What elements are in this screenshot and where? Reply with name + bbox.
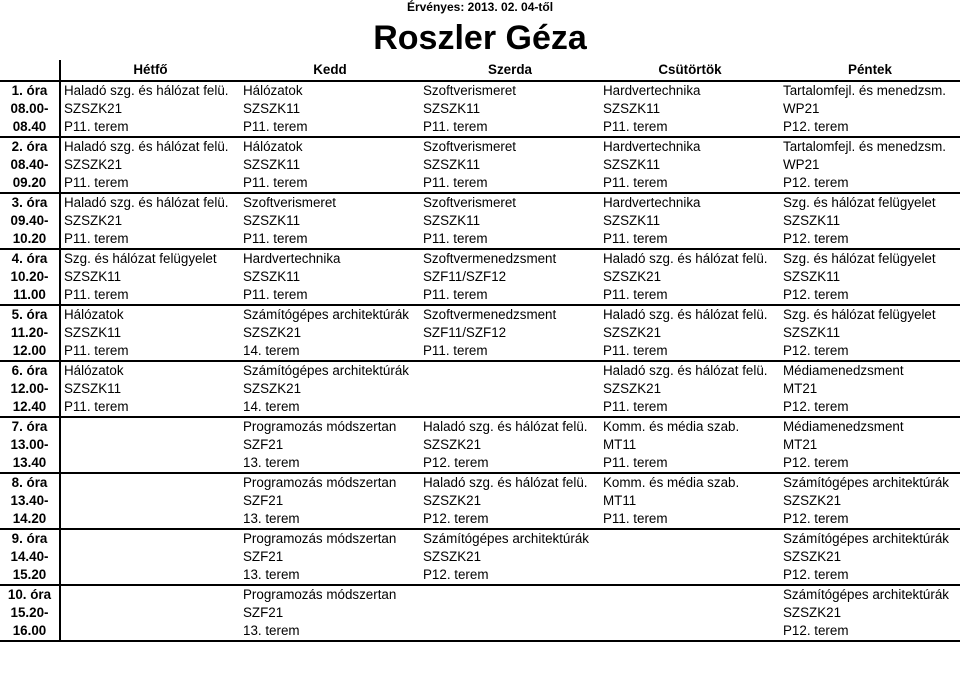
lesson-room: [420, 398, 600, 417]
day-header: Szerda: [420, 60, 600, 81]
period-start-time: 10.20-: [0, 268, 60, 286]
table-row: [0, 324, 960, 342]
lesson-subject: Szg. és hálózat felügyelet: [783, 307, 936, 322]
lesson-room: P12. terem: [780, 398, 960, 417]
lesson-subject: Médiamenedzsment: [783, 419, 904, 434]
lesson-class: MT11: [603, 493, 637, 508]
lesson-room: [60, 622, 240, 641]
lesson-class: SZSZK21: [783, 493, 842, 508]
lesson-class: [600, 548, 780, 566]
lesson-room: P11. terem: [600, 398, 780, 417]
lesson-subject: Szoftverismeret: [243, 195, 337, 210]
lesson-room: [600, 622, 780, 641]
table-row: [0, 492, 960, 510]
lesson-subject: Hálózatok: [243, 83, 303, 98]
table-row: [0, 174, 960, 193]
lesson-subject: Szoftverismeret: [423, 195, 517, 210]
period-label: 5. óra: [0, 305, 60, 324]
lesson-subject: Hardvertechnika: [243, 251, 341, 266]
lesson-room: P11. terem: [60, 230, 240, 249]
lesson-class: SZSZK11: [64, 381, 122, 396]
lesson-subject: Számítógépes architektúrák: [783, 531, 949, 546]
lesson-class: WP21: [783, 101, 820, 116]
period-start-time: 14.40-: [0, 548, 60, 566]
lesson-room: P12. terem: [780, 622, 960, 641]
lesson-subject: Hardvertechnika: [603, 195, 701, 210]
table-row: [0, 566, 960, 585]
lesson-subject: Haladó szg. és hálózat felü.: [603, 307, 768, 322]
lesson-room: 13. terem: [240, 454, 420, 473]
day-header: Péntek: [780, 60, 960, 81]
lesson-room: [600, 566, 780, 585]
lesson-subject: Komm. és média szab.: [603, 419, 740, 434]
lesson-room: P11. terem: [60, 398, 240, 417]
lesson-class: WP21: [783, 157, 820, 172]
table-row: [0, 585, 960, 604]
timetable: [0, 60, 960, 642]
lesson-subject: Haladó szg. és hálózat felü.: [64, 83, 229, 98]
lesson-class: SZSZK21: [783, 605, 842, 620]
period-label: 2. óra: [0, 137, 60, 156]
table-row: [0, 454, 960, 473]
table-row: [0, 249, 960, 268]
period-label: 4. óra: [0, 249, 60, 268]
lesson-subject: Szg. és hálózat felügyelet: [64, 251, 217, 266]
table-row: [0, 417, 960, 436]
lesson-room: P11. terem: [600, 174, 780, 193]
lesson-subject: Hálózatok: [64, 363, 124, 378]
lesson-room: P11. terem: [600, 342, 780, 361]
lesson-subject: Haladó szg. és hálózat felü.: [423, 475, 588, 490]
period-label: 10. óra: [0, 585, 60, 604]
lesson-class: SZSZK11: [783, 269, 841, 284]
lesson-subject: [60, 585, 240, 604]
period-start-time: 08.40-: [0, 156, 60, 174]
lesson-subject: Haladó szg. és hálózat felü.: [423, 419, 588, 434]
lesson-subject: Szg. és hálózat felügyelet: [783, 195, 936, 210]
period-end-time: 14.20: [0, 510, 60, 529]
lesson-room: P11. terem: [60, 118, 240, 137]
table-row: [0, 529, 960, 548]
lesson-room: [60, 454, 240, 473]
lesson-room: P12. terem: [780, 286, 960, 305]
period-start-time: 13.40-: [0, 492, 60, 510]
lesson-subject: Szoftverismeret: [423, 139, 517, 154]
lesson-subject: Hálózatok: [64, 307, 124, 322]
lesson-subject: Hálózatok: [243, 139, 303, 154]
table-row: [0, 398, 960, 417]
lesson-room: [60, 510, 240, 529]
lesson-room: P11. terem: [600, 118, 780, 137]
lesson-subject: Haladó szg. és hálózat felü.: [64, 139, 229, 154]
lesson-room: P11. terem: [600, 454, 780, 473]
lesson-room: P12. terem: [780, 454, 960, 473]
timetable-body: [0, 60, 960, 641]
lesson-room: P12. terem: [420, 566, 600, 585]
period-label: 9. óra: [0, 529, 60, 548]
lesson-subject: [600, 529, 780, 548]
table-row: [0, 230, 960, 249]
lesson-class: SZSZK11: [783, 325, 841, 340]
period-label: 6. óra: [0, 361, 60, 380]
lesson-class: SZSZK21: [603, 381, 662, 396]
period-label: 7. óra: [0, 417, 60, 436]
table-row: [0, 604, 960, 622]
lesson-class: SZSZK21: [783, 549, 842, 564]
lesson-class: SZSZK11: [603, 213, 661, 228]
lesson-room: P12. terem: [780, 174, 960, 193]
lesson-class: SZSZK21: [243, 325, 302, 340]
lesson-class: SZSZK21: [64, 213, 123, 228]
lesson-room: P11. terem: [420, 286, 600, 305]
period-label: 8. óra: [0, 473, 60, 492]
lesson-subject: Haladó szg. és hálózat felü.: [603, 251, 768, 266]
lesson-subject: Szg. és hálózat felügyelet: [783, 251, 936, 266]
lesson-class: SZSZK21: [64, 157, 123, 172]
lesson-class: [60, 548, 240, 566]
period-start-time: 08.00-: [0, 100, 60, 118]
lesson-class: SZSZK21: [423, 493, 482, 508]
lesson-class: SZSZK11: [243, 157, 301, 172]
lesson-class: SZF21: [243, 605, 284, 620]
lesson-class: [60, 604, 240, 622]
period-end-time: 13.40: [0, 454, 60, 473]
table-row: [0, 473, 960, 492]
lesson-subject: Számítógépes architektúrák: [243, 307, 409, 322]
table-row: [0, 380, 960, 398]
table-row: [0, 212, 960, 230]
period-start-time: 15.20-: [0, 604, 60, 622]
lesson-subject: Számítógépes architektúrák: [243, 363, 409, 378]
day-header: Hétfő: [60, 60, 240, 81]
period-end-time: 15.20: [0, 566, 60, 585]
lesson-room: P11. terem: [600, 230, 780, 249]
period-start-time: 13.00-: [0, 436, 60, 454]
lesson-subject: [420, 585, 600, 604]
lesson-class: [600, 604, 780, 622]
lesson-subject: Szoftverismeret: [423, 83, 517, 98]
lesson-room: P11. terem: [600, 286, 780, 305]
lesson-subject: Számítógépes architektúrák: [423, 531, 589, 546]
lesson-class: [420, 380, 600, 398]
lesson-class: SZSZK11: [64, 269, 122, 284]
lesson-class: SZSZK21: [423, 549, 482, 564]
lesson-room: P11. terem: [600, 510, 780, 529]
lesson-class: MT21: [783, 437, 818, 452]
lesson-class: SZF11/SZF12: [423, 269, 507, 284]
period-end-time: 12.40: [0, 398, 60, 417]
period-start-time: 12.00-: [0, 380, 60, 398]
lesson-class: SZSZK11: [603, 101, 661, 116]
period-start-time: 11.20-: [0, 324, 60, 342]
lesson-room: 13. terem: [240, 622, 420, 641]
lesson-class: SZSZK11: [243, 213, 301, 228]
lesson-class: SZSZK11: [423, 101, 481, 116]
lesson-class: MT21: [783, 381, 818, 396]
lesson-subject: [420, 361, 600, 380]
lesson-class: SZF21: [243, 493, 284, 508]
lesson-room: P12. terem: [780, 342, 960, 361]
lesson-room: 14. terem: [240, 398, 420, 417]
lesson-room: P11. terem: [60, 286, 240, 305]
lesson-class: SZSZK11: [603, 157, 661, 172]
lesson-subject: Hardvertechnika: [603, 139, 701, 154]
lesson-subject: Szoftvermenedzsment: [423, 307, 557, 322]
table-row: [0, 156, 960, 174]
table-row: [0, 100, 960, 118]
table-row: [0, 81, 960, 100]
lesson-subject: [60, 417, 240, 436]
lesson-room: P12. terem: [780, 510, 960, 529]
lesson-room: P12. terem: [780, 566, 960, 585]
lesson-class: SZSZK21: [603, 269, 662, 284]
table-row: [0, 436, 960, 454]
lesson-class: SZSZK11: [423, 157, 481, 172]
corner-cell: [0, 60, 60, 81]
lesson-class: SZSZK11: [783, 213, 841, 228]
lesson-subject: Programozás módszertan: [243, 587, 397, 602]
lesson-class: SZSZK11: [243, 101, 301, 116]
lesson-subject: Programozás módszertan: [243, 475, 397, 490]
day-header-row: [0, 60, 960, 81]
lesson-subject: Programozás módszertan: [243, 531, 397, 546]
lesson-subject: [600, 585, 780, 604]
lesson-subject: [60, 473, 240, 492]
lesson-class: SZSZK11: [64, 325, 122, 340]
lesson-room: P11. terem: [420, 230, 600, 249]
table-row: [0, 268, 960, 286]
lesson-class: [60, 492, 240, 510]
lesson-room: 13. terem: [240, 510, 420, 529]
table-row: [0, 510, 960, 529]
table-row: [0, 622, 960, 641]
lesson-subject: Tartalomfejl. és menedzsm.: [783, 139, 946, 154]
day-header: Kedd: [240, 60, 420, 81]
lesson-class: SZSZK21: [423, 437, 482, 452]
lesson-subject: Szoftvermenedzsment: [423, 251, 557, 266]
lesson-room: P11. terem: [420, 174, 600, 193]
lesson-room: P11. terem: [240, 230, 420, 249]
period-start-time: 09.40-: [0, 212, 60, 230]
period-end-time: 10.20: [0, 230, 60, 249]
lesson-subject: Tartalomfejl. és menedzsm.: [783, 83, 946, 98]
lesson-subject: Számítógépes architektúrák: [783, 587, 949, 602]
lesson-room: [420, 622, 600, 641]
period-end-time: 08.40: [0, 118, 60, 137]
day-header: Csütörtök: [600, 60, 780, 81]
period-end-time: 16.00: [0, 622, 60, 641]
table-row: [0, 361, 960, 380]
lesson-room: P11. terem: [240, 118, 420, 137]
lesson-subject: Médiamenedzsment: [783, 363, 904, 378]
lesson-class: SZSZK21: [64, 101, 123, 116]
table-row: [0, 137, 960, 156]
teacher-name: Roszler Géza: [373, 19, 587, 57]
lesson-class: SZSZK11: [423, 213, 481, 228]
lesson-room: P11. terem: [240, 286, 420, 305]
period-end-time: 12.00: [0, 342, 60, 361]
lesson-room: P11. terem: [240, 174, 420, 193]
table-row: [0, 305, 960, 324]
validity-date: Érvényes: 2013. 02. 04-től: [406, 0, 554, 14]
lesson-class: SZSZK21: [243, 381, 302, 396]
lesson-class: [60, 436, 240, 454]
lesson-subject: Haladó szg. és hálózat felü.: [64, 195, 229, 210]
lesson-room: P12. terem: [780, 230, 960, 249]
lesson-class: SZF11/SZF12: [423, 325, 507, 340]
period-end-time: 11.00: [0, 286, 60, 305]
table-row: [0, 342, 960, 361]
table-row: [0, 286, 960, 305]
lesson-subject: Számítógépes architektúrák: [783, 475, 949, 490]
period-label: 3. óra: [0, 193, 60, 212]
table-row: [0, 118, 960, 137]
lesson-subject: Haladó szg. és hálózat felü.: [603, 363, 768, 378]
lesson-room: 14. terem: [240, 342, 420, 361]
lesson-class: MT11: [603, 437, 637, 452]
lesson-room: [60, 566, 240, 585]
lesson-class: SZF21: [243, 437, 284, 452]
lesson-subject: Komm. és média szab.: [603, 475, 740, 490]
lesson-room: P11. terem: [60, 174, 240, 193]
lesson-class: [420, 604, 600, 622]
table-row: [0, 548, 960, 566]
lesson-room: P12. terem: [780, 118, 960, 137]
period-end-time: 09.20: [0, 174, 60, 193]
lesson-room: P12. terem: [420, 510, 600, 529]
lesson-class: SZF21: [243, 549, 284, 564]
lesson-class: SZSZK11: [243, 269, 301, 284]
lesson-room: P11. terem: [60, 342, 240, 361]
table-row: [0, 193, 960, 212]
lesson-room: P11. terem: [420, 118, 600, 137]
period-label: 1. óra: [0, 81, 60, 100]
lesson-room: P12. terem: [420, 454, 600, 473]
lesson-subject: [60, 529, 240, 548]
lesson-room: P11. terem: [420, 342, 600, 361]
lesson-subject: Hardvertechnika: [603, 83, 701, 98]
lesson-room: 13. terem: [240, 566, 420, 585]
lesson-subject: Programozás módszertan: [243, 419, 397, 434]
lesson-class: SZSZK21: [603, 325, 662, 340]
